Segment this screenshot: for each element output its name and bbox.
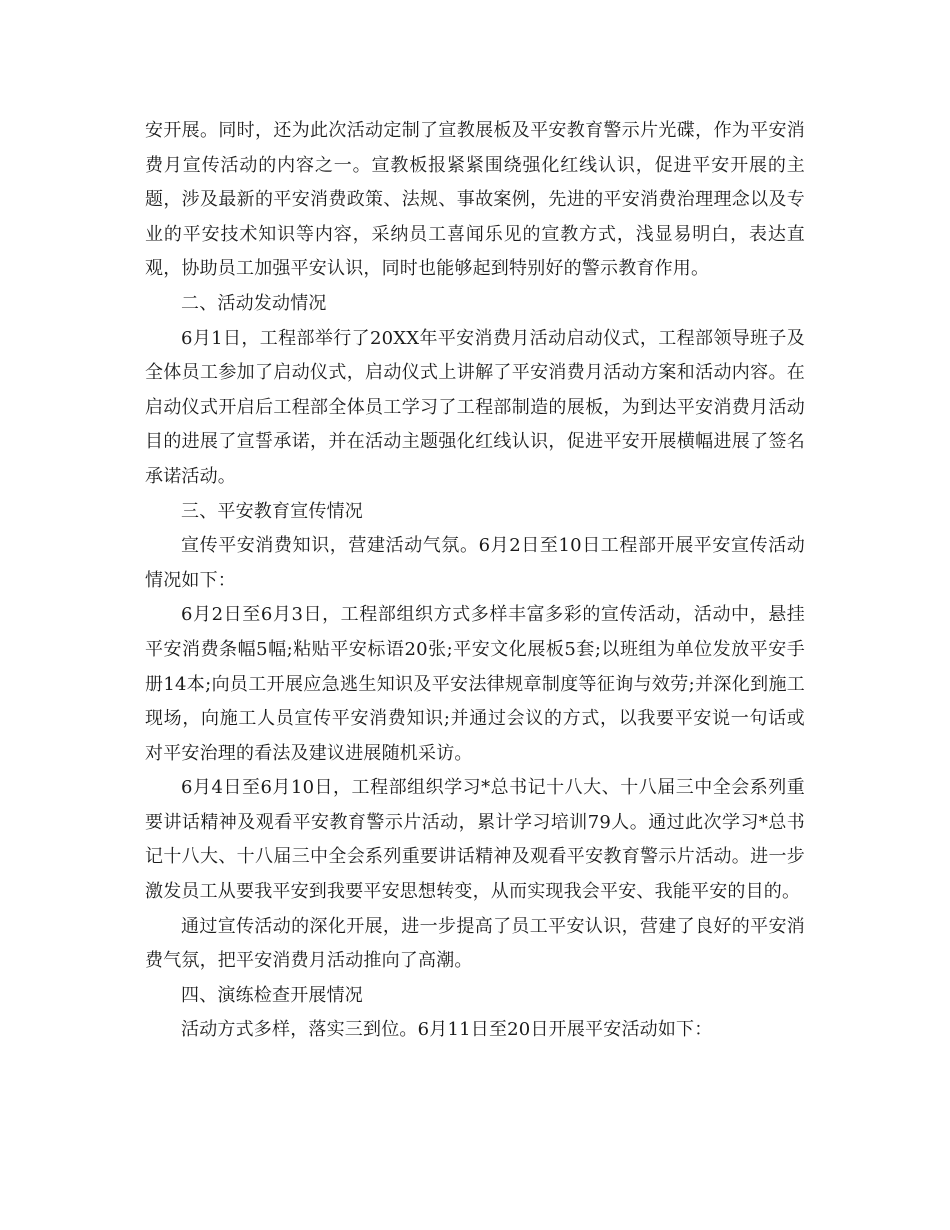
paragraph-drill-intro: 活动方式多样，落实三到位。6月11日至20日开展平安活动如下： <box>181 1019 713 1041</box>
paragraph-intro-continuation: 安开展。同时，还为此次活动定制了宣教展板及平安教育警示片光碟，作为平安消费月宣传活动的内容之一。宣教板报紧紧围绕强化红线认识，促进平安开展的主题，涉及最新的平安消费政策、法规、事故案例，先进的平安消费治理理念以及专业的平安技术知识等内容，采纳员工喜闻乐见的宣教方式，浅显易明白，表达直观，协助员工加强平安认识，同时也能够起到特别好的警示教育作用。 <box>145 120 805 280</box>
section-heading-2: 二、活动发动情况 <box>181 292 327 314</box>
section-heading-3: 三、平安教育宣传情况 <box>181 500 363 522</box>
paragraph-june-4-10: 6月4日至6月10日，工程部组织学习*总书记十八大、十八届三中全会系列重要讲话精神及观看平安教育警示片活动，累计学习培训79人。通过此次学习*总书记十八大、十八届三中全会系列重要讲话精神及观看平安教育警示片活动。进一步激发员工从要我平安到我要平安思想转变，从而实现我会平安、我能平安的目的。 <box>145 777 805 903</box>
paragraph-publicity-summary: 通过宣传活动的深化开展，进一步提高了员工平安认识，营建了良好的平安消费气氛，把平安消费月活动推向了高潮。 <box>145 915 805 972</box>
section-heading-4: 四、演练检查开展情况 <box>181 984 363 1006</box>
paragraph-publicity-intro: 宣传平安消费知识，营建活动气氛。6月2日至10日工程部开展平安宣传活动情况如下： <box>145 535 805 591</box>
document-body <box>145 114 805 1048</box>
paragraph-june-2-3: 6月2日至6月3日，工程部组织方式多样丰富多彩的宣传活动，活动中，悬挂平安消费条幅5幅;粘贴平安标语20张;平安文化展板5套;以班组为单位发放平安手册14本;向员工开展应急逃生知识及平安法律规章制度等征询与效劳;并深化到施工现场，向施工人员宣传平安消费知识;并通过会议的方式，以我要平安说一句话或对平安治理的看法及建议进展随机采访。 <box>145 604 805 764</box>
paragraph-launch-ceremony: 6月1日，工程部举行了20XX年平安消费月活动启动仪式，工程部领导班子及全体员工参加了启动仪式，启动仪式上讲解了平安消费月活动方案和活动内容。在启动仪式开启后工程部全体员工学习了工程部制造的展板，为到达平安消费月活动目的进展了宣誓承诺，并在活动主题强化红线认识，促进平安开展横幅进展了签名承诺活动。 <box>145 327 805 487</box>
